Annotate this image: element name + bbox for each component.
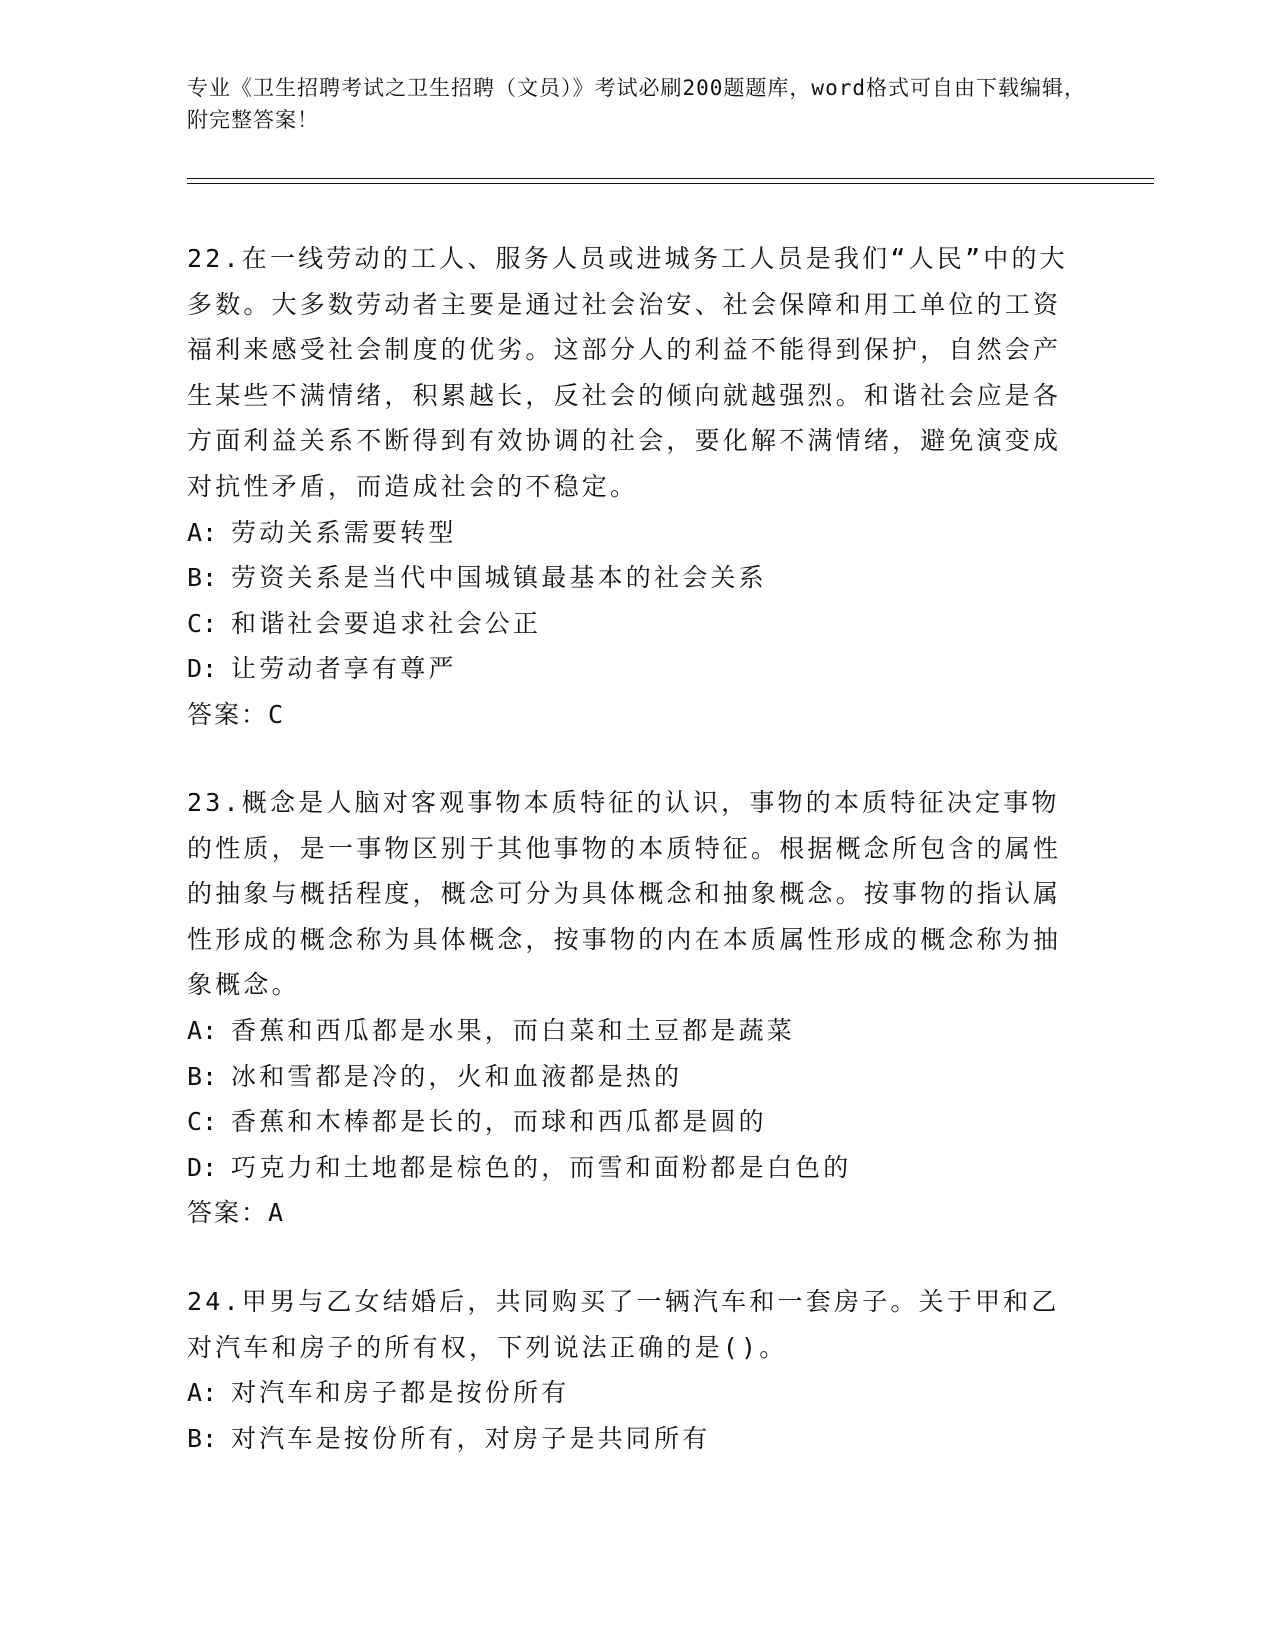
header-divider-line-double bbox=[187, 183, 1154, 184]
answer-line: 答案：A bbox=[187, 1198, 286, 1228]
option-key: C: bbox=[187, 608, 218, 638]
option-key: A: bbox=[187, 1015, 218, 1045]
option-key: A: bbox=[187, 1378, 218, 1408]
option-a bbox=[187, 1370, 1077, 1416]
option-a bbox=[187, 1008, 1077, 1054]
option-text: 香蕉和木棒都是长的，而球和西瓜都是圆的 bbox=[231, 1107, 767, 1137]
question-stem: 23.概念是人脑对客观事物本质特征的认识，事物的本质特征决定事物的性质，是一事物区别于其他事物的本质特征。根据概念所包含的属性的抽象与概括程度，概念可分为具体概念和抽象概念。按事物的指认属性形成的概念称为具体概念，按事物的内在本质属性形成的概念称为抽象概念。 bbox=[187, 788, 1062, 1000]
option-key: B: bbox=[187, 563, 218, 593]
question-23 bbox=[187, 780, 1077, 1236]
option-text: 让劳动者享有尊严 bbox=[231, 654, 457, 684]
option-text: 对汽车和房子都是按份所有 bbox=[231, 1378, 570, 1408]
option-key: D: bbox=[187, 654, 218, 684]
option-text: 巧克力和土地都是棕色的，而雪和面粉都是白色的 bbox=[231, 1152, 852, 1182]
option-a bbox=[187, 510, 1077, 556]
question-stem: 24.甲男与乙女结婚后，共同购买了一辆汽车和一套房子。关于甲和乙对汽车和房子的所有权，下列说法正确的是()。 bbox=[187, 1287, 1060, 1362]
header-divider-line bbox=[187, 178, 1154, 179]
question-22 bbox=[187, 236, 1077, 738]
option-text: 和谐社会要追求社会公正 bbox=[231, 608, 542, 638]
option-b bbox=[187, 1054, 1077, 1100]
option-d bbox=[187, 646, 1077, 692]
answer-line: 答案：C bbox=[187, 699, 286, 729]
option-b bbox=[187, 555, 1077, 601]
option-d bbox=[187, 1145, 1077, 1191]
option-key: A: bbox=[187, 517, 218, 547]
option-b bbox=[187, 1416, 1077, 1462]
option-key: C: bbox=[187, 1107, 218, 1137]
question-24 bbox=[187, 1279, 1077, 1461]
option-text: 冰和雪都是冷的，火和血液都是热的 bbox=[231, 1061, 683, 1091]
option-key: D: bbox=[187, 1152, 218, 1182]
option-key: B: bbox=[187, 1061, 218, 1091]
option-c bbox=[187, 601, 1077, 647]
option-text: 香蕉和西瓜都是水果，而白菜和土豆都是蔬菜 bbox=[231, 1015, 796, 1045]
option-text: 对汽车是按份所有，对房子是共同所有 bbox=[231, 1423, 711, 1453]
option-text: 劳动关系需要转型 bbox=[231, 517, 457, 547]
document-header: 专业《卫生招聘考试之卫生招聘（文员）》考试必刷200题题库，word格式可自由下载编辑，附完整答案！ bbox=[187, 76, 1086, 132]
question-stem: 22.在一线劳动的工人、服务人员或进城务工人员是我们“人民”中的大多数。大多数劳动者主要是通过社会治安、社会保障和用工单位的工资福利来感受社会制度的优劣。这部分人的利益不能得到保护，自然会产生某些不满情绪，积累越长，反社会的倾向就越强烈。和谐社会应是各方面利益关系不断得到有效协调的社会，要化解不满情绪，避免演变成对抗性矛盾，而造成社会的不稳定。 bbox=[187, 244, 1068, 501]
option-text: 劳资关系是当代中国城镇最基本的社会关系 bbox=[231, 563, 767, 593]
option-key: B: bbox=[187, 1423, 218, 1453]
option-c bbox=[187, 1099, 1077, 1145]
